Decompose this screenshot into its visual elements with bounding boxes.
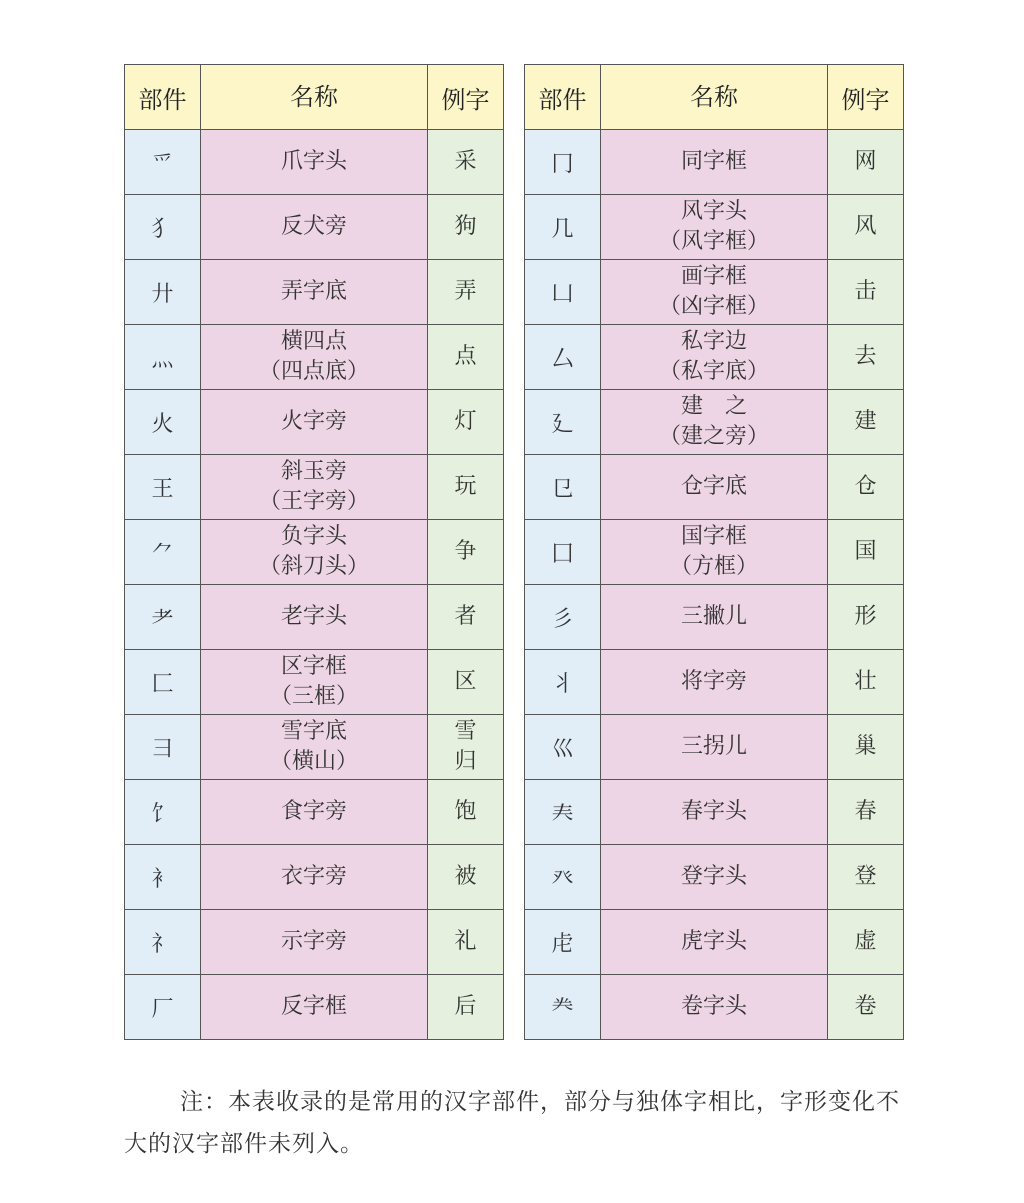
table-row bbox=[125, 390, 504, 455]
radical-cell: 王 bbox=[125, 455, 201, 520]
name-cell bbox=[601, 975, 828, 1040]
table-row bbox=[125, 845, 504, 910]
example-char: 巢 bbox=[854, 734, 877, 759]
radical-cell: 囗 bbox=[525, 520, 601, 585]
table-row bbox=[125, 780, 504, 845]
example-cell bbox=[828, 325, 904, 390]
name-line: 老字头 bbox=[280, 604, 347, 629]
header-example: 例字 bbox=[828, 65, 904, 130]
table-row bbox=[525, 585, 904, 650]
table-row bbox=[125, 520, 504, 585]
name-line: 衣字旁 bbox=[280, 864, 347, 889]
radical-cell: 廾 bbox=[125, 260, 201, 325]
name-cell bbox=[201, 390, 428, 455]
name-line: （方框） bbox=[669, 554, 758, 579]
radical-cell: 㔾 bbox=[525, 455, 601, 520]
name-cell bbox=[201, 650, 428, 715]
name-cell bbox=[601, 260, 828, 325]
table-row bbox=[125, 260, 504, 325]
name-line: （凶字框） bbox=[658, 294, 769, 319]
example-char: 卷 bbox=[854, 994, 877, 1019]
radical-cell: 虍 bbox=[525, 910, 601, 975]
table-header-row bbox=[125, 65, 504, 130]
header-part: 部件 bbox=[125, 65, 201, 130]
radical-cell: 犭 bbox=[125, 195, 201, 260]
example-char: 狗 bbox=[454, 214, 477, 239]
table-row bbox=[525, 715, 904, 780]
table-row bbox=[525, 455, 904, 520]
example-cell bbox=[428, 650, 504, 715]
header-name: 名称 bbox=[201, 65, 428, 130]
table-row bbox=[125, 715, 504, 780]
name-line: 同字框 bbox=[680, 149, 747, 174]
example-char: 春 bbox=[854, 799, 877, 824]
table-row bbox=[525, 780, 904, 845]
name-line: （四点底） bbox=[258, 359, 369, 384]
example-cell bbox=[428, 325, 504, 390]
radical-cell: 𡗗 bbox=[525, 780, 601, 845]
example-char: 礼 bbox=[454, 929, 477, 954]
example-char: 建 bbox=[854, 409, 877, 434]
example-char: 争 bbox=[454, 539, 477, 564]
example-cell bbox=[428, 845, 504, 910]
name-line: 食字旁 bbox=[280, 799, 347, 824]
example-cell bbox=[828, 130, 904, 195]
example-cell bbox=[828, 260, 904, 325]
name-cell bbox=[201, 910, 428, 975]
example-cell bbox=[828, 520, 904, 585]
table-row bbox=[125, 195, 504, 260]
table-row bbox=[525, 260, 904, 325]
radical-cell: 衤 bbox=[125, 845, 201, 910]
name-cell bbox=[601, 520, 828, 585]
name-line: 爪字头 bbox=[280, 149, 347, 174]
name-cell bbox=[601, 585, 828, 650]
radical-table-right bbox=[524, 64, 904, 1040]
name-line: （私字底） bbox=[658, 359, 769, 384]
example-cell bbox=[428, 195, 504, 260]
table-row bbox=[525, 520, 904, 585]
name-line: 私字边 bbox=[680, 329, 747, 354]
example-char: 风 bbox=[854, 214, 877, 239]
example-char: 形 bbox=[854, 604, 877, 629]
radical-cell: 爫 bbox=[125, 130, 201, 195]
name-line: 卷字头 bbox=[680, 994, 747, 1019]
name-line: 虎字头 bbox=[680, 929, 747, 954]
example-cell bbox=[428, 390, 504, 455]
name-line: 区字框 bbox=[280, 654, 347, 679]
name-line: 登字头 bbox=[680, 864, 747, 889]
example-cell bbox=[828, 650, 904, 715]
table-row bbox=[125, 585, 504, 650]
example-cell bbox=[828, 585, 904, 650]
name-cell bbox=[201, 325, 428, 390]
name-line: 春字头 bbox=[680, 799, 747, 824]
name-line: （风字框） bbox=[658, 229, 769, 254]
table-row bbox=[125, 455, 504, 520]
example-char: 归 bbox=[454, 749, 477, 774]
name-cell bbox=[601, 780, 828, 845]
table-row bbox=[125, 130, 504, 195]
name-line: 火字旁 bbox=[280, 409, 347, 434]
example-cell bbox=[428, 260, 504, 325]
table-body-right bbox=[525, 130, 904, 1040]
example-cell bbox=[828, 390, 904, 455]
name-line: 建 之 bbox=[680, 394, 747, 419]
example-cell bbox=[428, 975, 504, 1040]
name-line: 国字框 bbox=[680, 524, 747, 549]
header-part: 部件 bbox=[525, 65, 601, 130]
name-cell bbox=[601, 325, 828, 390]
name-cell bbox=[601, 130, 828, 195]
radical-cell: 彡 bbox=[525, 585, 601, 650]
name-line: （建之旁） bbox=[658, 424, 769, 449]
example-char: 点 bbox=[454, 344, 477, 369]
name-line: 反犬旁 bbox=[280, 214, 347, 239]
name-line: 仓字底 bbox=[680, 474, 747, 499]
example-char: 饱 bbox=[454, 799, 477, 824]
example-char: 虚 bbox=[854, 929, 877, 954]
name-cell bbox=[601, 715, 828, 780]
table-row bbox=[525, 390, 904, 455]
radical-cell: 癶 bbox=[525, 845, 601, 910]
name-cell bbox=[601, 845, 828, 910]
example-char: 灯 bbox=[454, 409, 477, 434]
name-line: 示字旁 bbox=[280, 929, 347, 954]
radical-cell: 耂 bbox=[125, 585, 201, 650]
radical-cell: 饣 bbox=[125, 780, 201, 845]
table-row bbox=[525, 650, 904, 715]
name-cell bbox=[601, 910, 828, 975]
name-line: 风字头 bbox=[680, 199, 747, 224]
example-cell bbox=[828, 845, 904, 910]
name-line: 雪字底 bbox=[280, 719, 347, 744]
table-row bbox=[525, 325, 904, 390]
example-cell bbox=[428, 780, 504, 845]
example-char: 登 bbox=[854, 864, 877, 889]
example-cell bbox=[428, 910, 504, 975]
example-char: 网 bbox=[854, 149, 877, 174]
radical-cell: 厶 bbox=[525, 325, 601, 390]
name-cell bbox=[201, 195, 428, 260]
example-cell bbox=[428, 130, 504, 195]
example-char: 仓 bbox=[854, 474, 877, 499]
radical-cell: 彐 bbox=[125, 715, 201, 780]
name-cell bbox=[201, 780, 428, 845]
example-cell bbox=[828, 910, 904, 975]
name-cell bbox=[201, 455, 428, 520]
table-row bbox=[525, 845, 904, 910]
example-cell bbox=[428, 715, 504, 780]
name-line: 斜玉旁 bbox=[280, 459, 347, 484]
footnote: 注：本表收录的是常用的汉字部件，部分与独体字相比，字形变化不大的汉字部件未列入。 bbox=[124, 1089, 900, 1157]
table-body-left bbox=[125, 130, 504, 1040]
example-char: 玩 bbox=[454, 474, 477, 499]
name-line: 弄字底 bbox=[280, 279, 347, 304]
radical-cell: 凵 bbox=[525, 260, 601, 325]
example-char: 采 bbox=[454, 149, 477, 174]
radical-cell: 礻 bbox=[125, 910, 201, 975]
example-cell bbox=[428, 585, 504, 650]
example-char: 壮 bbox=[854, 669, 877, 694]
name-line: 三撇儿 bbox=[680, 604, 747, 629]
name-line: 三拐儿 bbox=[680, 734, 747, 759]
example-char: 国 bbox=[854, 539, 877, 564]
name-line: （斜刀头） bbox=[258, 554, 369, 579]
name-cell bbox=[601, 195, 828, 260]
radical-cell: 龹 bbox=[525, 975, 601, 1040]
radical-cell: 丬 bbox=[525, 650, 601, 715]
name-line: 反字框 bbox=[280, 994, 347, 1019]
radical-cell: 廴 bbox=[525, 390, 601, 455]
radical-table-left bbox=[124, 64, 504, 1040]
table-header-row bbox=[525, 65, 904, 130]
radical-cell: 匚 bbox=[125, 650, 201, 715]
example-char: 雪 bbox=[454, 719, 477, 744]
name-cell bbox=[601, 455, 828, 520]
example-cell bbox=[828, 975, 904, 1040]
example-char: 击 bbox=[854, 279, 877, 304]
name-cell bbox=[601, 390, 828, 455]
example-char: 去 bbox=[854, 344, 877, 369]
example-char: 后 bbox=[454, 994, 477, 1019]
table-row bbox=[125, 910, 504, 975]
header-name: 名称 bbox=[601, 65, 828, 130]
name-cell bbox=[201, 715, 428, 780]
example-char: 弄 bbox=[454, 279, 477, 304]
name-line: （横山） bbox=[269, 749, 358, 774]
example-cell bbox=[828, 195, 904, 260]
name-line: 横四点 bbox=[280, 329, 347, 354]
table-row bbox=[525, 910, 904, 975]
radical-cell: ⺈ bbox=[125, 520, 201, 585]
radical-cell: 火 bbox=[125, 390, 201, 455]
header-example: 例字 bbox=[428, 65, 504, 130]
radical-cell: 灬 bbox=[125, 325, 201, 390]
name-line: 负字头 bbox=[280, 524, 347, 549]
table-row bbox=[525, 975, 904, 1040]
table-row bbox=[125, 325, 504, 390]
table-row bbox=[525, 130, 904, 195]
table-row bbox=[525, 195, 904, 260]
name-line: 将字旁 bbox=[680, 669, 747, 694]
name-cell bbox=[201, 845, 428, 910]
example-cell bbox=[428, 455, 504, 520]
radical-cell: 几 bbox=[525, 195, 601, 260]
table-row bbox=[125, 650, 504, 715]
radical-cell: 巛 bbox=[525, 715, 601, 780]
name-cell bbox=[201, 585, 428, 650]
example-cell bbox=[428, 520, 504, 585]
radical-cell: 厂 bbox=[125, 975, 201, 1040]
name-line: （三框） bbox=[269, 684, 358, 709]
name-cell bbox=[201, 975, 428, 1040]
example-char: 被 bbox=[454, 864, 477, 889]
name-line: （王字旁） bbox=[258, 489, 369, 514]
name-cell bbox=[201, 260, 428, 325]
name-cell bbox=[201, 130, 428, 195]
example-cell bbox=[828, 780, 904, 845]
name-cell bbox=[601, 650, 828, 715]
example-cell bbox=[828, 715, 904, 780]
radical-cell: 冂 bbox=[525, 130, 601, 195]
example-cell bbox=[828, 455, 904, 520]
example-char: 区 bbox=[454, 669, 477, 694]
example-char: 者 bbox=[454, 604, 477, 629]
name-line: 画字框 bbox=[680, 264, 747, 289]
table-row bbox=[125, 975, 504, 1040]
name-cell bbox=[201, 520, 428, 585]
